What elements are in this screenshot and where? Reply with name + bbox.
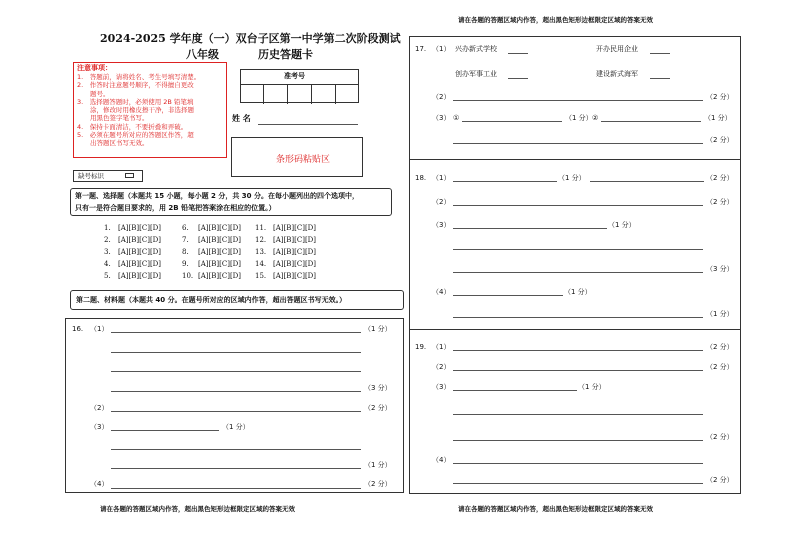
notice-item: 3. 选择题答题时，必须使用 2B 铅笔填 bbox=[77, 97, 194, 106]
right-answer-box bbox=[409, 36, 741, 494]
grade-label: 八年级 bbox=[186, 48, 219, 61]
q16-part2-score: （2 分） bbox=[364, 404, 392, 412]
barcode-label: 条形码粘贴区 bbox=[276, 155, 331, 165]
q18-answer-line[interactable] bbox=[453, 249, 703, 250]
exam-number-cells bbox=[240, 84, 359, 104]
q16-answer-line[interactable] bbox=[111, 352, 361, 353]
q19-answer-line[interactable] bbox=[453, 483, 703, 484]
q17-blank[interactable] bbox=[508, 78, 528, 79]
mcq-row: 1. [A][B][C][D] bbox=[104, 224, 162, 232]
mcq-options[interactable]: [A][B][C][D] bbox=[198, 224, 242, 232]
notice-list bbox=[77, 73, 200, 148]
divider bbox=[409, 159, 741, 160]
q17-answer-line[interactable] bbox=[462, 121, 562, 122]
q19-answer-line[interactable] bbox=[453, 350, 703, 351]
q19-part4-score: （2 分） bbox=[706, 476, 734, 484]
q16-answer-line[interactable] bbox=[111, 488, 361, 489]
q18-answer-line[interactable] bbox=[453, 228, 607, 229]
mcq-options[interactable]: [A][B][C][D] bbox=[273, 248, 317, 256]
mcq-options[interactable]: [A][B][C][D] bbox=[198, 260, 242, 268]
q19-part3-label: （3） bbox=[432, 383, 451, 391]
q16-part3-label: （3） bbox=[90, 423, 109, 431]
notice-item: 涂，修改时用橡皮擦干净，非选择题 bbox=[77, 106, 194, 115]
q18-part4-label: （4） bbox=[432, 288, 451, 296]
mcq-options[interactable]: [A][B][C][D] bbox=[118, 224, 162, 232]
q19-part1-score: （2 分） bbox=[706, 343, 734, 351]
q16-part3-score-b: （1 分） bbox=[364, 461, 392, 469]
notice-item: 题号。 bbox=[77, 89, 110, 98]
q17-blank[interactable] bbox=[650, 78, 670, 79]
q17-blank[interactable] bbox=[650, 53, 670, 54]
absent-checkbox[interactable] bbox=[125, 173, 134, 178]
q16-answer-line[interactable] bbox=[111, 411, 361, 412]
mcq-row: 8. [A][B][C][D] bbox=[182, 248, 242, 256]
q17-part1-label: （1） bbox=[432, 45, 451, 53]
exam-number-cell[interactable] bbox=[336, 85, 359, 104]
q18-answer-line[interactable] bbox=[453, 295, 563, 296]
mcq-col-1 bbox=[104, 224, 161, 284]
q19-part3-score-a: （1 分） bbox=[578, 383, 606, 391]
absent-label: 缺号标识 bbox=[78, 172, 104, 180]
mcq-options[interactable]: [A][B][C][D] bbox=[198, 236, 242, 244]
exam-number-label: 准考号 bbox=[284, 72, 305, 80]
mcq-options[interactable]: [A][B][C][D] bbox=[198, 248, 242, 256]
q16-part4-score: （2 分） bbox=[364, 480, 392, 488]
q19-part4-label: （4） bbox=[432, 456, 451, 464]
q19-answer-line[interactable] bbox=[453, 463, 703, 464]
q18-part2-label: （2） bbox=[432, 198, 451, 206]
mcq-row: 13. [A][B][C][D] bbox=[255, 248, 317, 256]
q19-answer-line[interactable] bbox=[453, 370, 703, 371]
q17-number: 17. bbox=[415, 45, 427, 53]
q18-part4-score-a: （1 分） bbox=[564, 288, 592, 296]
name-field[interactable] bbox=[258, 124, 358, 125]
mcq-options[interactable]: [A][B][C][D] bbox=[273, 260, 317, 268]
q17-part3-b-score: （1 分） bbox=[704, 114, 732, 122]
q19-answer-line[interactable] bbox=[453, 414, 703, 415]
q18-part1-score-b: （2 分） bbox=[706, 174, 734, 182]
mcq-col-3 bbox=[255, 224, 316, 284]
mcq-col-2 bbox=[182, 224, 241, 284]
mcq-row: 4. [A][B][C][D] bbox=[104, 260, 162, 268]
notice-item: 2. 作答时注意题号顺序，不得擅自更改 bbox=[77, 81, 194, 90]
q17-item-2: 开办民用企业 bbox=[596, 45, 638, 53]
q16-answer-line[interactable] bbox=[111, 449, 361, 450]
mcq-row: 14. [A][B][C][D] bbox=[255, 260, 317, 268]
q16-part3-score-a: （1 分） bbox=[222, 423, 250, 431]
q17-part3-a-score: （1 分） bbox=[565, 114, 593, 122]
q16-part1-label: （1） bbox=[90, 325, 109, 333]
q16-answer-line[interactable] bbox=[111, 430, 219, 431]
q17-item-3: 创办军事工业 bbox=[455, 70, 497, 78]
q18-part1-score-a: （1 分） bbox=[558, 174, 586, 182]
notice-item: 用黑色签字笔书写。 bbox=[77, 114, 149, 123]
q19-part2-score: （2 分） bbox=[706, 363, 734, 371]
q18-part2-score: （2 分） bbox=[706, 198, 734, 206]
mcq-options[interactable]: [A][B][C][D] bbox=[273, 272, 317, 280]
mcq-row: 10. [A][B][C][D] bbox=[182, 272, 242, 280]
notice-item: 出答题区书写无效。 bbox=[77, 139, 149, 148]
q18-part3-score-b: （3 分） bbox=[706, 265, 734, 273]
q16-part1-score: （1 分） bbox=[364, 325, 392, 333]
mcq-options[interactable]: [A][B][C][D] bbox=[273, 224, 317, 232]
mcq-row: 11. [A][B][C][D] bbox=[255, 224, 317, 232]
mcq-options[interactable]: [A][B][C][D] bbox=[273, 236, 317, 244]
footer-warning-right: 请在各题的答题区域内作答，超出黑色矩形边框限定区域的答案无效 bbox=[458, 505, 653, 513]
exam-title: 2024-2025 学年度（一）双台子区第一中学第二次阶段测试 bbox=[100, 32, 401, 45]
part2-title: 第二题、材料题（本题共 40 分。在题号所对应的区域内作答，超出答题区书写无效。） bbox=[76, 296, 347, 304]
exam-number-cell[interactable] bbox=[312, 85, 336, 104]
mcq-options[interactable]: [A][B][C][D] bbox=[118, 260, 162, 268]
exam-number-cell[interactable] bbox=[264, 85, 288, 104]
q18-part3-score-a: （1 分） bbox=[608, 221, 636, 229]
q16-part2-label: （2） bbox=[90, 404, 109, 412]
exam-number-cell[interactable] bbox=[288, 85, 312, 104]
q16-number: 16. bbox=[72, 325, 84, 333]
q17-part2-label: （2） bbox=[432, 93, 451, 101]
divider bbox=[409, 329, 741, 330]
q17-blank[interactable] bbox=[508, 53, 528, 54]
q19-number: 19. bbox=[415, 343, 427, 351]
q17-part2-score: （2 分） bbox=[706, 93, 734, 101]
q17-item-1: 兴办新式学校 bbox=[455, 45, 497, 53]
notice-item: 5. 必须在题号所对应的答题区作答，超 bbox=[77, 131, 194, 140]
q18-answer-line[interactable] bbox=[453, 181, 557, 182]
q19-answer-line[interactable] bbox=[453, 390, 577, 391]
notice-title: 注意事项： bbox=[77, 64, 112, 72]
q17-answer-line[interactable] bbox=[601, 121, 701, 122]
q16-part1-score3: （3 分） bbox=[364, 384, 392, 392]
notice-item: 4. 保持卡面清洁，不要折叠和弄破。 bbox=[77, 122, 188, 131]
mcq-row: 15. [A][B][C][D] bbox=[255, 272, 317, 280]
footer-warning-left: 请在各题的答题区域内作答，超出黑色矩形边框限定区域的答案无效 bbox=[100, 505, 295, 513]
mcq-options[interactable]: [A][B][C][D] bbox=[198, 272, 242, 280]
mcq-options[interactable]: [A][B][C][D] bbox=[118, 236, 162, 244]
q16-answer-line[interactable] bbox=[111, 391, 361, 392]
mcq-row: 9. [A][B][C][D] bbox=[182, 260, 242, 268]
mcq-options[interactable]: [A][B][C][D] bbox=[118, 272, 162, 280]
q19-part1-label: （1） bbox=[432, 343, 451, 351]
q16-answer-line[interactable] bbox=[111, 371, 361, 372]
top-warning: 请在各题的答题区域内作答，超出黑色矩形边框限定区域的答案无效 bbox=[458, 16, 653, 24]
q18-answer-line[interactable] bbox=[453, 317, 703, 318]
part1-title-1: 第一题、选择题（本题共 15 小题，每小题 2 分，共 30 分。在每小题列出的四个选项中， bbox=[75, 192, 359, 200]
mcq-row: 12. [A][B][C][D] bbox=[255, 236, 317, 244]
q19-part3-score-b: （2 分） bbox=[706, 433, 734, 441]
q18-part4-score-b: （1 分） bbox=[706, 310, 734, 318]
q16-box bbox=[65, 318, 404, 493]
q17-part3-c-score: （2 分） bbox=[706, 136, 734, 144]
mcq-row: 3. [A][B][C][D] bbox=[104, 248, 162, 256]
q19-answer-line[interactable] bbox=[453, 440, 703, 441]
q18-number: 18. bbox=[415, 174, 427, 182]
q18-answer-line[interactable] bbox=[453, 272, 703, 273]
mcq-row: 2. [A][B][C][D] bbox=[104, 236, 162, 244]
q17-answer-line[interactable] bbox=[453, 143, 703, 144]
mcq-options[interactable]: [A][B][C][D] bbox=[118, 248, 162, 256]
q19-part2-label: （2） bbox=[432, 363, 451, 371]
q17-part3-a: ① bbox=[453, 114, 460, 122]
exam-number-cell[interactable] bbox=[240, 85, 264, 104]
q17-part3-label: （3） bbox=[432, 114, 451, 122]
q16-part4-label: （4） bbox=[90, 480, 109, 488]
mcq-row: 7. [A][B][C][D] bbox=[182, 236, 242, 244]
q17-answer-line[interactable] bbox=[453, 100, 703, 101]
q16-answer-line[interactable] bbox=[111, 468, 361, 469]
q17-part3-b: ② bbox=[592, 114, 599, 122]
card-name: 历史答题卡 bbox=[258, 48, 313, 61]
mcq-row: 6. [A][B][C][D] bbox=[182, 224, 242, 232]
name-label: 姓 名 bbox=[232, 114, 251, 123]
q17-item-4: 建设新式海军 bbox=[596, 70, 638, 78]
q18-answer-line[interactable] bbox=[590, 181, 704, 182]
q16-answer-line[interactable] bbox=[111, 332, 361, 333]
q18-answer-line[interactable] bbox=[453, 205, 703, 206]
part1-title-2: 只有一是符合题目要求的，用 2B 铅笔把答案涂在相应的位置。） bbox=[75, 204, 276, 212]
q18-part3-label: （3） bbox=[432, 221, 451, 229]
q18-part1-label: （1） bbox=[432, 174, 451, 182]
notice-item: 1. 答题前，请将姓名、考生号填写清楚。 bbox=[77, 73, 201, 81]
mcq-row: 5. [A][B][C][D] bbox=[104, 272, 162, 280]
